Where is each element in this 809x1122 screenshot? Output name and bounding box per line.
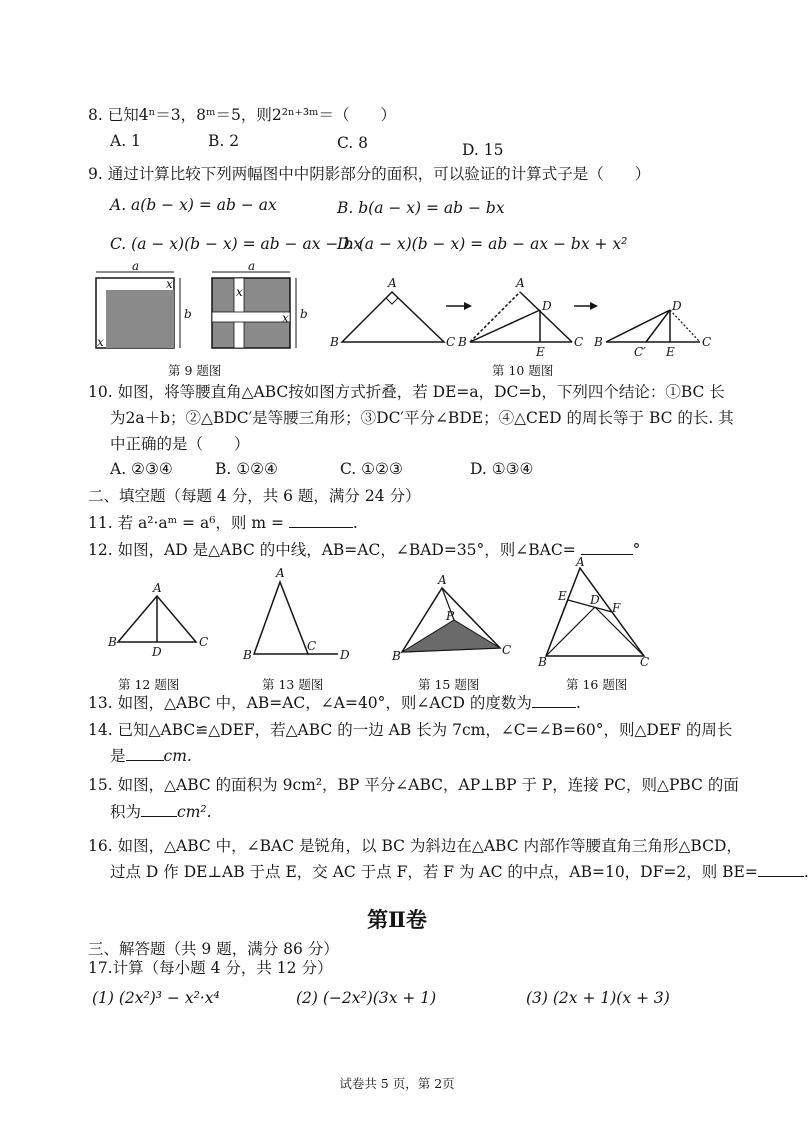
q14-line-1: 14. 已知△ABC≌△DEF，若△ABC 的一边 AB 长为 7cm，∠C=∠B=60°，则△DEF 的周长 [88, 721, 733, 739]
fig10-caption: 第 10 题图 [492, 363, 554, 378]
fig10-triangle-1 [342, 292, 444, 342]
fig10-p3-bd [606, 310, 670, 342]
q13 [88, 693, 581, 713]
fig13-label-D: D [340, 648, 350, 662]
page-footer: 试卷共 5 页，第 2页 [339, 1076, 455, 1091]
fig13-triangle [254, 582, 308, 654]
fig16-label-C: C [640, 655, 650, 669]
fig12-label-A: A [153, 581, 162, 595]
q14-line-2 [110, 746, 192, 766]
q14-text-2: 是 [110, 747, 126, 765]
q16-line-1: 16. 如图，△ABC 中，∠BAC 是锐角，以 BC 为斜边在△ABC 内部作等腰直角三角形△BCD， [88, 837, 742, 855]
fig10-arrowhead-1 [464, 302, 472, 310]
q10-line-1: 10. 如图，将等腰直角△ABC按如图方式折叠，若 DE=a，DC=b，下列四个结论：①BC 长 [88, 383, 725, 401]
q9-option-b: B. b(a − x) = ab − bx [337, 199, 505, 217]
q14-answer-blank[interactable] [126, 746, 164, 761]
fig9-label-b-right: b [300, 307, 308, 321]
fig15-shaded-triangle-pbc [402, 620, 500, 652]
figures-12-to-16 [100, 555, 680, 674]
fig16-label-E: E [558, 589, 567, 603]
q16-answer-blank[interactable] [758, 862, 804, 877]
fig10-right-angle-mark [386, 298, 398, 304]
q9-option-a: A. a(b − x) = ab − ax [110, 196, 277, 214]
q15-line-2 [110, 802, 212, 822]
q15-answer-blank[interactable] [141, 802, 177, 817]
q8-option-a: A. 1 [110, 132, 141, 150]
fig10-p3-dc-dotted [670, 310, 700, 342]
q12 [88, 540, 640, 560]
section-3-heading: 三、解答题（共 9 题，满分 86 分） [88, 940, 339, 958]
fig10-p2-label-C: C [574, 335, 584, 349]
q11-answer-blank[interactable] [289, 513, 353, 528]
fig16-label-B: B [538, 655, 547, 669]
fig9-shade-left [106, 290, 174, 348]
fig10-p3-label-C: C [702, 335, 712, 349]
figure-9 [88, 259, 328, 354]
q13-answer-blank[interactable] [532, 693, 576, 708]
fig9-label-a-right: a [248, 259, 256, 273]
fig9-label-b-left: b [184, 307, 192, 321]
fig10-p1-label-C: C [446, 335, 456, 349]
q11 [88, 513, 358, 533]
section-2-heading: 二、填空题（每题 4 分，共 6 题，满分 24 分） [88, 487, 421, 505]
q10-option-d: D. ①③④ [470, 460, 534, 478]
fig9-label-x-horizontal: x [282, 311, 289, 325]
q16-end: . [803, 863, 809, 881]
q13-end: . [575, 694, 581, 712]
fig15-label-B: B [392, 649, 401, 663]
fig12-label-D: D [152, 645, 162, 659]
q12-text: 12. 如图，AD 是△ABC 的中线，AB=AC，∠BAD=35°，则∠BAC= [88, 541, 576, 559]
q12-end: ° [632, 541, 641, 559]
q16-text-2: 过点 D 作 DE⊥AB 于点 E，交 AC 于点 F，若 F 为 AC 的中点，AB=10，DF=2，则 BE= [110, 863, 758, 881]
fig10-p1-label-B: B [330, 335, 339, 349]
q12-answer-blank[interactable] [581, 540, 633, 555]
fig15-label-P: P [446, 609, 455, 623]
fig12-caption: 第 12 题图 [118, 677, 180, 692]
q11-text: 11. 若 a²·aᵐ = a⁶，则 m = [88, 514, 284, 532]
q17-title: 17.计算（每小题 4 分，共 12 分） [88, 959, 333, 977]
fig12-label-C: C [199, 635, 209, 649]
fig10-p3-label-E: E [666, 345, 675, 359]
fig16-label-F: F [612, 601, 621, 615]
q14-unit: cm. [163, 747, 192, 765]
fig10-p3-label-Cprime: C′ [634, 345, 646, 359]
fig15-label-A: A [438, 573, 447, 587]
q15-line-1: 15. 如图，△ABC 的面积为 9cm²，BP 平分∠ABC，AP⊥BP 于 P，连接 PC，则△PBC 的面 [88, 776, 739, 794]
fig10-p2-label-B: B [458, 335, 467, 349]
fig10-p3-label-D: D [672, 299, 682, 313]
fig10-p2-side-ab [470, 292, 520, 342]
fig10-p2-label-E: E [536, 345, 545, 359]
fig10-p1-label-A: A [388, 276, 397, 290]
q8-option-d: D. 15 [462, 141, 504, 159]
fig16-label-A: A [576, 555, 585, 569]
fig10-p2-bd [470, 310, 540, 342]
fig13-caption: 第 13 题图 [262, 677, 324, 692]
q9-stem: 9. 通过计算比较下列两幅图中中阴影部分的面积，可以验证的计算式子是（ ） [88, 165, 651, 183]
q13-text: 13. 如图，△ABC 中，AB=AC，∠A=40°，则∠ACD 的度数为 [88, 694, 532, 712]
fig9-label-x-vertical: x [236, 285, 243, 299]
figure-10 [328, 270, 714, 360]
fig10-p2-label-A: A [516, 276, 525, 290]
q10-line-2: 为2a＋b；②△BDC′是等腰三角形；③DC′平分∠BDE；④△CED 的周长等于 BC 的长. 其 [110, 409, 734, 427]
q10-line-3: 中正确的是（ ） [110, 435, 250, 453]
fig15-label-C: C [502, 643, 512, 657]
q10-option-c: C. ①②③ [340, 460, 403, 478]
q17-part-1: (1) (2x²)³ − x²·x⁴ [92, 989, 220, 1007]
fig10-p2-label-D: D [542, 299, 552, 313]
q15-unit: cm². [177, 803, 212, 821]
fig9-label-a-left: a [132, 259, 140, 273]
fig15-caption: 第 15 题图 [418, 677, 480, 692]
fig9-label-x-top: x [166, 277, 173, 291]
fig12-label-B: B [108, 635, 117, 649]
q15-text-2: 积为 [110, 803, 142, 821]
fig9-label-x-left: x [97, 335, 104, 349]
q8-option-b: B. 2 [208, 132, 240, 150]
fig10-p3-label-B: B [594, 335, 603, 349]
q17-part-3: (3) (2x + 1)(x + 3) [526, 989, 670, 1007]
q9-option-d: D. (a − x)(b − x) = ab − ax − bx + x² [337, 235, 628, 253]
fig13-label-C: C [307, 639, 317, 653]
fig16-bd [546, 607, 595, 656]
q8-stem: 8. 已知4ⁿ＝3，8ᵐ＝5，则2²ⁿ⁺³ᵐ＝（ ） [88, 106, 397, 124]
fig16-be [546, 600, 568, 656]
part-ii-title: 第Ⅱ卷 [367, 907, 427, 932]
fig9-caption: 第 9 题图 [168, 363, 222, 378]
fig10-p3-dcp [646, 310, 670, 342]
fig13-label-B: B [243, 648, 252, 662]
fig16-caption: 第 16 题图 [566, 677, 628, 692]
fig9-strip-horizontal [212, 312, 290, 322]
q9-option-c: C. (a − x)(b − x) = ab − ax − bx [110, 235, 363, 253]
q16-line-2 [110, 862, 809, 882]
q17-part-2: (2) (−2x²)(3x + 1) [296, 989, 437, 1007]
q10-option-b: B. ①②④ [215, 460, 278, 478]
q11-end: . [352, 514, 358, 532]
fig13-label-A: A [276, 566, 285, 580]
q8-option-c: C. 8 [337, 134, 369, 152]
fig16-label-D: D [590, 593, 600, 607]
q10-option-a: A. ②③④ [110, 460, 173, 478]
fig16-triangle [546, 568, 644, 656]
fig10-arrowhead-2 [590, 302, 598, 310]
